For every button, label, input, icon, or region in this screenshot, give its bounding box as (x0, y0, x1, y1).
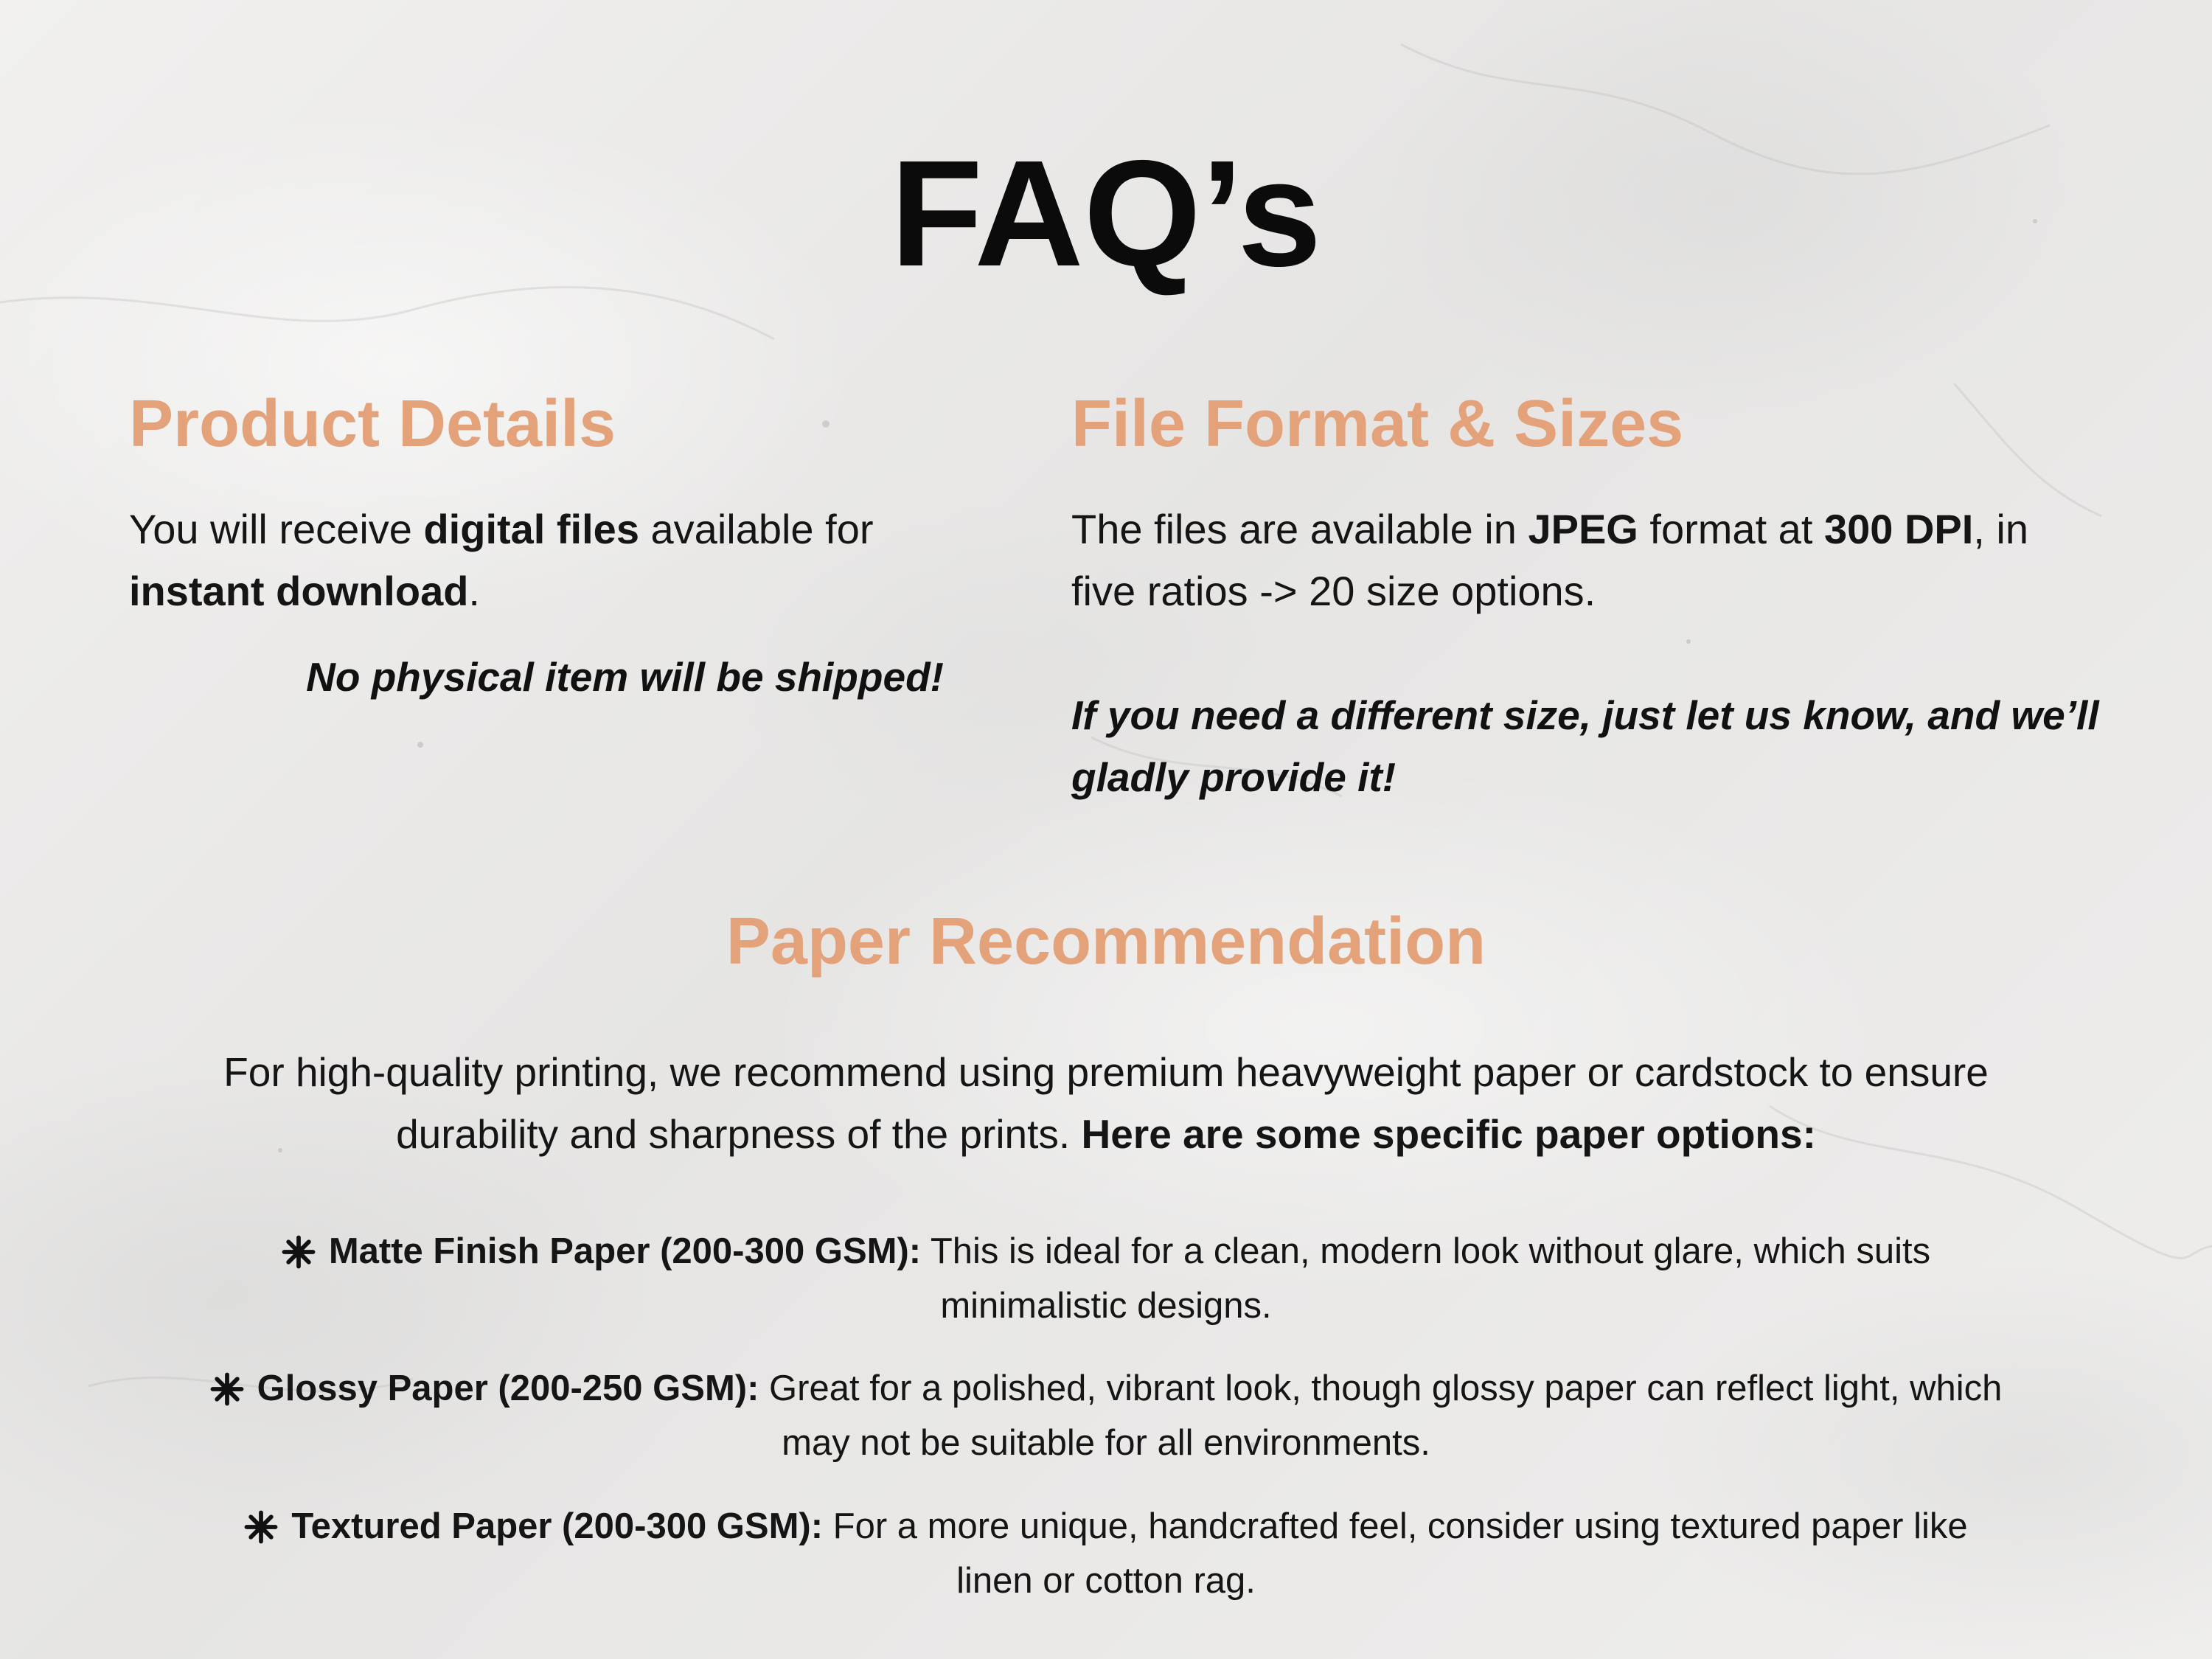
product-details-line1-post: available for (639, 506, 874, 552)
custom-size-note-line1: If you need a different size, just let us know, and we’ll (1071, 692, 2099, 738)
instant-download-text: instant download (129, 568, 469, 614)
file-format-line1-mid: format at (1638, 506, 1824, 552)
flower-burst-icon (210, 1372, 244, 1406)
paper-options-lead: Here are some specific paper options: (1081, 1111, 1816, 1157)
file-format-heading: File Format & Sizes (1071, 387, 1684, 461)
paper-option-matte (125, 1224, 2087, 1333)
paper-intro-line2: durability and sharpness of the prints. (396, 1111, 1082, 1157)
glossy-paper-label: Glossy Paper (200-250 GSM): (257, 1368, 759, 1408)
glossy-paper-text-line2: may not be suitable for all environments. (782, 1423, 1430, 1463)
file-format-line2: five ratios -> 20 size options. (1071, 568, 1596, 614)
product-details-heading: Product Details (129, 387, 616, 461)
matte-paper-label: Matte Finish Paper (200-300 GSM): (328, 1231, 922, 1271)
product-details-line2-post: . (468, 568, 480, 614)
flower-burst-icon (282, 1235, 316, 1269)
flower-burst-icon (244, 1510, 278, 1544)
no-shipping-note: No physical item will be shipped! (306, 654, 944, 700)
page-title: FAQ’s (890, 129, 1322, 298)
matte-paper-text-line2: minimalistic designs. (940, 1286, 1272, 1326)
file-format-line1-pre: The files are available in (1071, 506, 1528, 552)
textured-paper-text-line1: For a more unique, handcrafted feel, consider using textured paper like (823, 1506, 1968, 1546)
custom-size-note (1071, 684, 2118, 808)
file-format-line1-post: , in (1973, 506, 2028, 552)
paper-recommendation-heading: Paper Recommendation (726, 905, 1486, 978)
dpi-text: 300 DPI (1823, 506, 1974, 552)
glossy-paper-text-line1: Great for a polished, vibrant look, though glossy paper can reflect light, which (759, 1368, 2003, 1408)
file-format-text (1071, 498, 2118, 622)
paper-option-textured (125, 1499, 2087, 1608)
custom-size-note-line2: gladly provide it! (1071, 754, 1397, 800)
matte-paper-text-line1: This is ideal for a clean, modern look without glare, which suits (921, 1231, 1931, 1271)
paper-option-glossy (125, 1361, 2087, 1470)
jpeg-text: JPEG (1528, 506, 1638, 552)
product-details-text (129, 498, 1014, 622)
textured-paper-label: Textured Paper (200-300 GSM): (291, 1506, 824, 1546)
product-details-line1-pre: You will receive (129, 506, 424, 552)
digital-files-text: digital files (423, 506, 639, 552)
paper-intro-line1: For high-quality printing, we recommend using premium heavyweight paper or cardstock to ensure (223, 1049, 1989, 1095)
textured-paper-text-line2: linen or cotton rag. (956, 1561, 1256, 1601)
paper-intro-text (118, 1041, 2094, 1165)
